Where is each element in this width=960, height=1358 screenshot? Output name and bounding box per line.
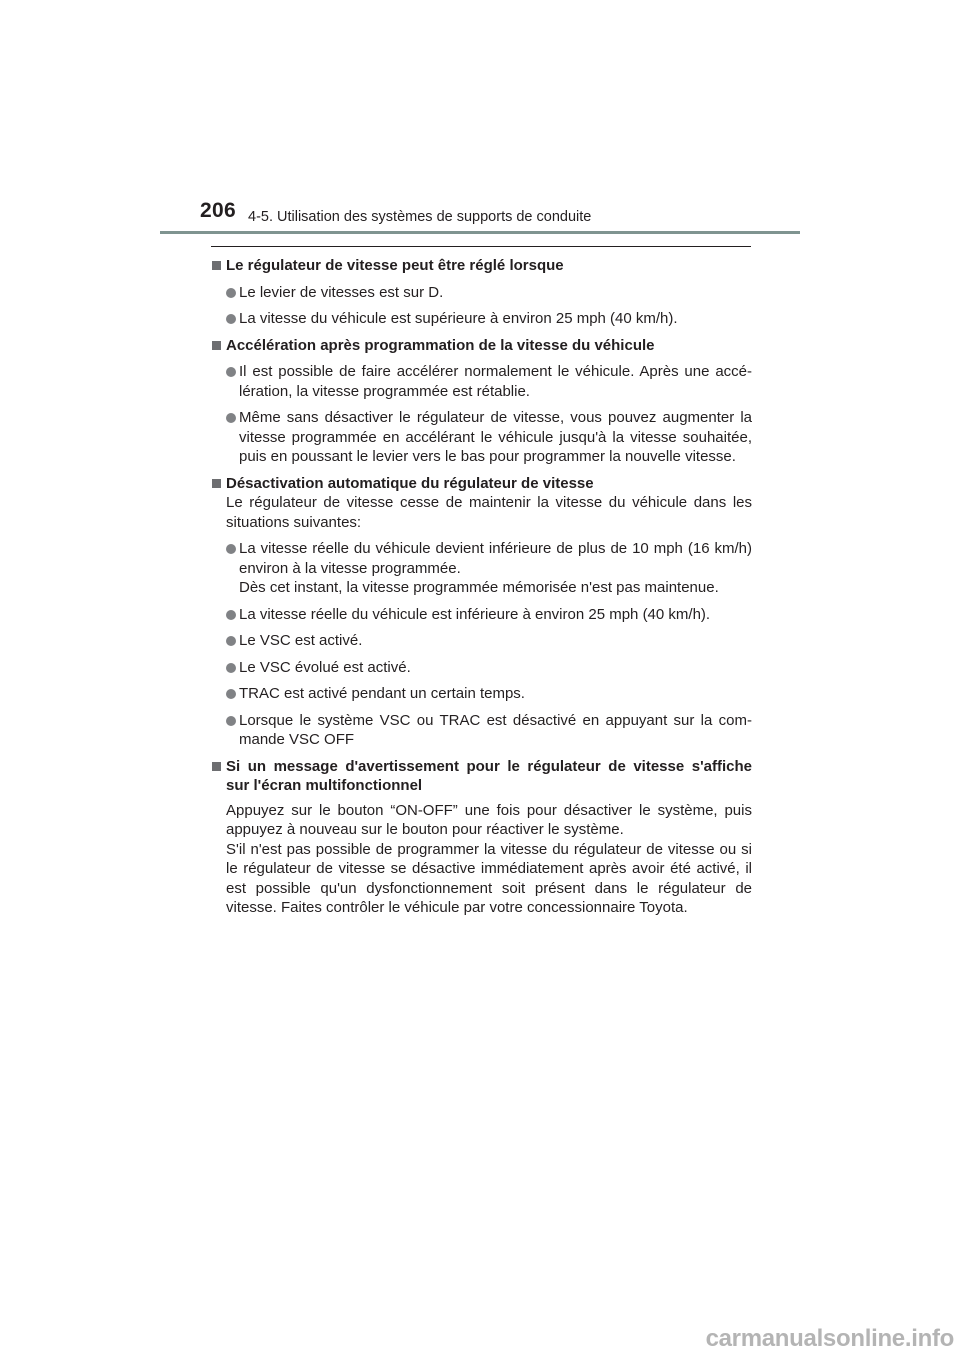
list-item-text: La vitesse du véhicule est supérieure à environ 25 mph (40 km/h). <box>239 310 678 327</box>
heading-text: Désactivation automatique du régulateur de vitesse <box>226 474 594 492</box>
list-item-text: Le levier de vitesses est sur D. <box>239 283 444 301</box>
list-item-text: lération, la vitesse programmée est rétablie. <box>239 382 530 400</box>
list-item <box>212 605 752 625</box>
circle-bullet-icon <box>226 288 236 298</box>
header-divider <box>160 231 800 234</box>
list-item-text: Dès cet instant, la vitesse programmée mémorisée n'est pas maintenue. <box>239 579 719 596</box>
paragraph <box>212 801 752 918</box>
list-item-text: La vitesse réelle du véhicule est inférieure à environ 25 mph (40 km/h). <box>239 605 711 623</box>
list-item-text: puis en poussant le levier vers le bas pour programmer la nouvelle vitesse. <box>239 448 736 465</box>
paragraph-text: Appuyez sur le bouton “ON-OFF” une fois pour désactiver le système, puis <box>226 801 752 819</box>
list-item-text: Lorsque le système VSC ou TRAC est désactivé en appuyant sur la com- <box>239 711 752 729</box>
list-item-text: mande VSC OFF <box>239 731 355 748</box>
content-divider <box>211 246 751 247</box>
list-item-text: La vitesse réelle du véhicule devient inférieure de plus de 10 mph (16 km/h) <box>239 540 752 557</box>
list-item-text: environ à la vitesse programmée. <box>239 559 461 577</box>
heading-text: Le régulateur de vitesse peut être réglé lorsque <box>226 257 564 274</box>
circle-bullet-icon <box>226 413 236 423</box>
square-bullet-icon <box>212 762 221 771</box>
paragraph-text: situations suivantes: <box>226 513 362 531</box>
list-item <box>212 658 752 678</box>
list-item <box>212 362 752 401</box>
list-item <box>212 539 752 598</box>
list-item <box>212 684 752 704</box>
page-number: 206 <box>200 199 236 222</box>
section-heading <box>212 336 752 356</box>
heading-text: sur l'écran multifonctionnel <box>226 777 423 794</box>
list-item <box>212 309 752 329</box>
watermark: carmanualsonline.info <box>705 1325 954 1352</box>
circle-bullet-icon <box>226 610 236 620</box>
list-item-text: TRAC est activé pendant un certain temps. <box>239 685 525 702</box>
paragraph-text: vitesse. Faites contrôler le véhicule par votre concessionnaire Toyota. <box>226 899 688 916</box>
paragraph-text: est possible qu'un dysfonctionnement soit présent dans le régulateur de <box>226 879 752 897</box>
circle-bullet-icon <box>226 716 236 726</box>
list-item <box>212 408 752 467</box>
circle-bullet-icon <box>226 663 236 673</box>
list-item <box>212 711 752 750</box>
list-item-text: Le VSC est activé. <box>239 632 363 649</box>
list-item-text: Même sans désactiver le régulateur de vitesse, vous pouvez augmenter la <box>239 409 752 426</box>
list-item <box>212 283 752 303</box>
section-title: 4-5. Utilisation des systèmes de supports de conduite <box>248 209 592 225</box>
section-heading <box>212 757 752 796</box>
list-item-text: vitesse programmée en accélérant le véhicule jusqu'à la vitesse souhaitée, <box>239 428 752 446</box>
paragraph-text: S'il n'est pas possible de programmer la vitesse du régulateur de vitesse ou si <box>226 840 752 858</box>
paragraph-text: le régulateur de vitesse se désactive immédiatement après avoir été activé, il <box>226 860 752 877</box>
list-item-text: Le VSC évolué est activé. <box>239 658 411 676</box>
page-content <box>212 256 752 918</box>
circle-bullet-icon <box>226 367 236 377</box>
page-header <box>0 0 960 240</box>
square-bullet-icon <box>212 261 221 270</box>
paragraph <box>212 493 752 532</box>
section-heading <box>212 256 752 276</box>
circle-bullet-icon <box>226 689 236 699</box>
paragraph-text: Le régulateur de vitesse cesse de maintenir la vitesse du véhicule dans les <box>226 494 752 511</box>
circle-bullet-icon <box>226 636 236 646</box>
square-bullet-icon <box>212 341 221 350</box>
circle-bullet-icon <box>226 544 236 554</box>
heading-text: Si un message d'avertissement pour le régulateur de vitesse s'affiche <box>226 757 752 775</box>
heading-text: Accélération après programmation de la vitesse du véhicule <box>226 336 655 354</box>
paragraph-text: appuyez à nouveau sur le bouton pour réactiver le système. <box>226 821 624 838</box>
list-item <box>212 631 752 651</box>
list-item-text: Il est possible de faire accélérer normalement le véhicule. Après une accé- <box>239 363 752 380</box>
square-bullet-icon <box>212 479 221 488</box>
circle-bullet-icon <box>226 314 236 324</box>
section-heading <box>212 474 752 494</box>
